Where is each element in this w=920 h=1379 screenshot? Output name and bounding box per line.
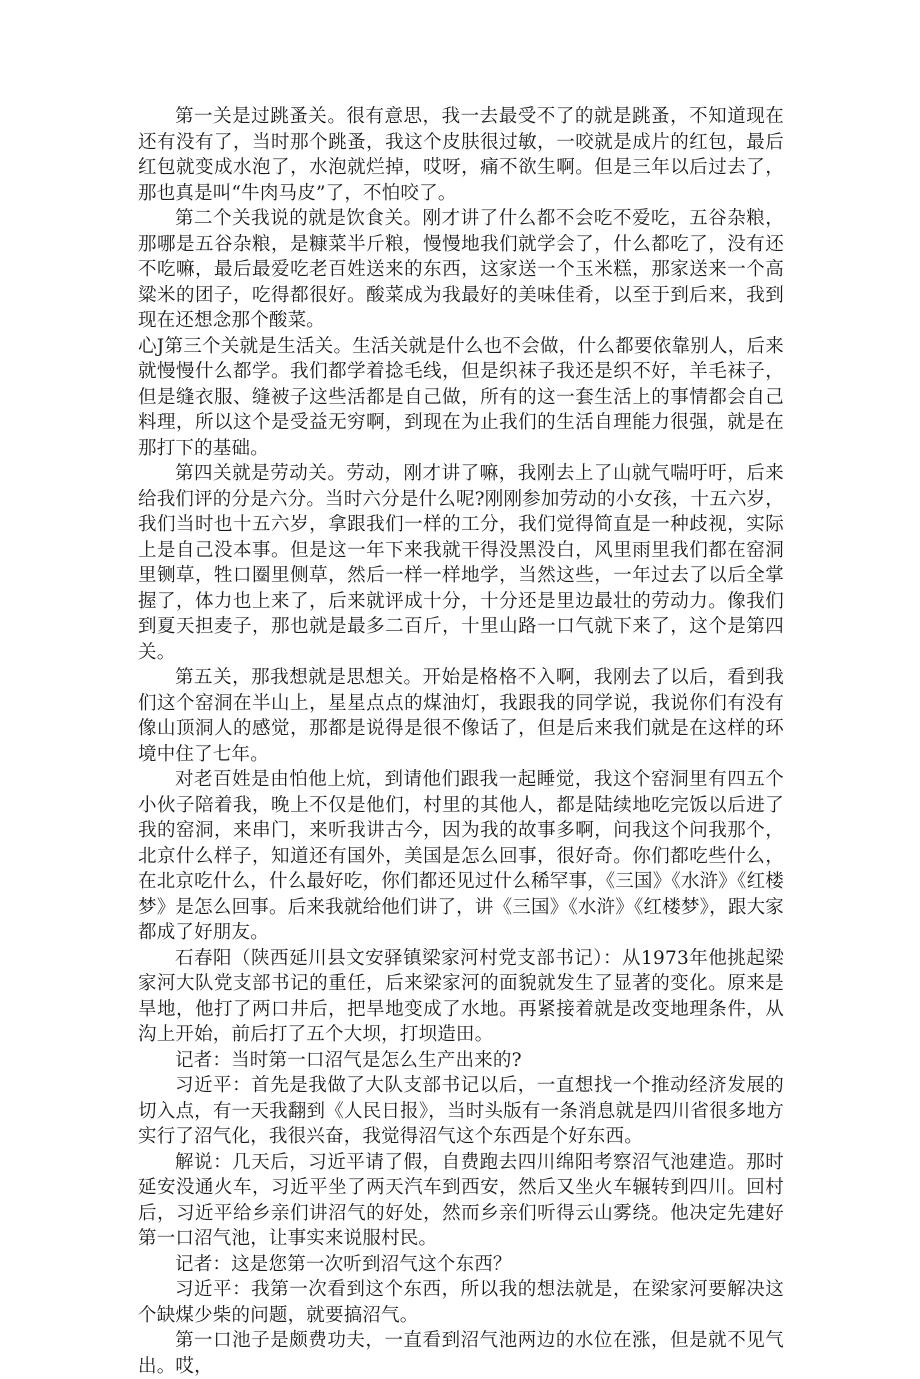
- paragraph-reporter-question-1: 记者：当时第一口沼气是怎么生产出来的?: [175, 1049, 522, 1071]
- paragraph-diet-barrier: 第二个关我说的就是饮食关。刚才讲了什么都不会吃不爱吃，五谷杂粮，那哪是五谷杂粮，是糠菜半斤粮，慢慢地我们就学会了，什么都吃了，没有还不吃嘛，最后最爱吃老百姓送来的东西，这家送一个玉米糕，那家送来一个高粱米的团子，吃得都很好。酸菜成为我最好的美味佳肴，以至于到后来，我到现在还想念那个酸菜。: [138, 208, 784, 331]
- paragraph-flea-barrier: 第一关是过跳蚤关。很有意思，我一去最受不了的就是跳蚤，不知道现在还有没有了，当时那个跳蚤，我这个皮肤很过敏，一咬就是成片的红包，最后红包就变成水泡了，水泡就烂掉，哎呀，痛不欲生啊。但是三年以后过去了，那也真是叫“牛肉马皮”了，不怕咬了。: [138, 106, 784, 204]
- paragraph-villagers: 对老百姓是由怕他上炕，到请他们跟我一起睡觉，我这个窑洞里有四五个小伙子陪着我，晚上不仅是他们，村里的其他人，都是陆续地吃完饭以后进了我的窑洞，来串门，来听我讲古今，因为我的故事多啊，问我这个问我那个，北京什么样子，知道还有国外，美国是怎么回事，很好奇。你们都吃些什么，在北京吃什么，什么最好吃，你们都还见过什么稀罕事，《三国》《水浒》《红楼梦》是怎么回事。后来我就给他们讲了，讲《三国》《水浒》《红楼梦》，跟大家都成了好朋友。: [138, 769, 784, 943]
- document-page: [138, 104, 784, 1379]
- paragraph-answer-1: 习近平：首先是我做了大队支部书记以后，一直想找一个推动经济发展的切入点，有一天我翻到《人民日报》，当时头版有一条消息就是四川省很多地方实行了沼气化，我很兴奋，我觉得沼气这个东西是个好东西。: [138, 1075, 784, 1147]
- paragraph-shi-chunyang: 石春阳（陕西延川县文安驿镇梁家河村党支部书记）：从1973年他挑起梁家河大队党支部书记的重任，后来梁家河的面貌就发生了显著的变化。原来是旱地，他打了两口井后，把旱地变成了水地。再紧接着就是改变地理条件，从沟上开始，前后打了五个大坝，打坝造田。: [138, 947, 784, 1045]
- paragraph-first-pool: 第一口池子是颇费功夫，一直看到沼气池两边的水位在涨，但是就不见气出。哎，: [138, 1330, 784, 1377]
- paragraph-life-barrier: 心J第三个关就是生活关。生活关就是什么也不会做，什么都要依靠别人，后来就慢慢什么都学。我们都学着捻毛线，但是织袜子我还是织不好，羊毛袜子，但是缝衣服、缝被子这些活都是自己做，所有的这一套生活上的事情都会自己料理，所以这个是受益无穷啊，到现在为止我们的生活自理能力很强，就是在那打下的基础。: [138, 335, 784, 459]
- paragraph-narration: 解说：几天后，习近平请了假，自费跑去四川绵阳考察沼气池建造。那时延安没通火车，习近平坐了两天汽车到西安，然后又坐火车辗转到四川。回村后，习近平给乡亲们讲沼气的好处，然而乡亲们听得云山雾绕。他决定先建好第一口沼气池，让事实来说服村民。: [138, 1151, 784, 1249]
- paragraph-labor-barrier: 第四关就是劳动关。劳动，刚才讲了嘛，我刚去上了山就气喘吁吁，后来给我们评的分是六分。当时六分是什么呢?刚刚参加劳动的小女孩，十五六岁，我们当时也十五六岁，拿跟我们一样的工分，我们觉得简直是一种歧视，实际上是自己没本事。但是这一年下来我就干得没黑没白，风里雨里我们都在窑洞里铡草，牲口圈里侧草，然后一样一样地学，当然这些，一年过去了以后全掌握了，体力也上来了，后来就评成十分，十分还是里边最壮的劳动力。像我们到夏天担麦子，那也就是最多二百斤，十里山路一口气就下来了，这个是第四关。: [138, 463, 784, 663]
- paragraph-answer-2: 习近平：我第一次看到这个东西，所以我的想法就是，在梁家河要解决这个缺煤少柴的问题，就要搞沼气。: [138, 1279, 784, 1326]
- paragraph-reporter-question-2: 记者：这是您第一次听到沼气这个东西？: [175, 1253, 512, 1275]
- paragraph-thought-barrier: 第五关，那我想就是思想关。开始是格格不入啊，我刚去了以后，看到我们这个窑洞在半山上，星星点点的煤油灯，我跟我的同学说，我说你们有没有像山顶洞人的感觉，那都是说得是很不像话了，但是后来我们就是在这样的环境中住了七年。: [138, 667, 784, 765]
